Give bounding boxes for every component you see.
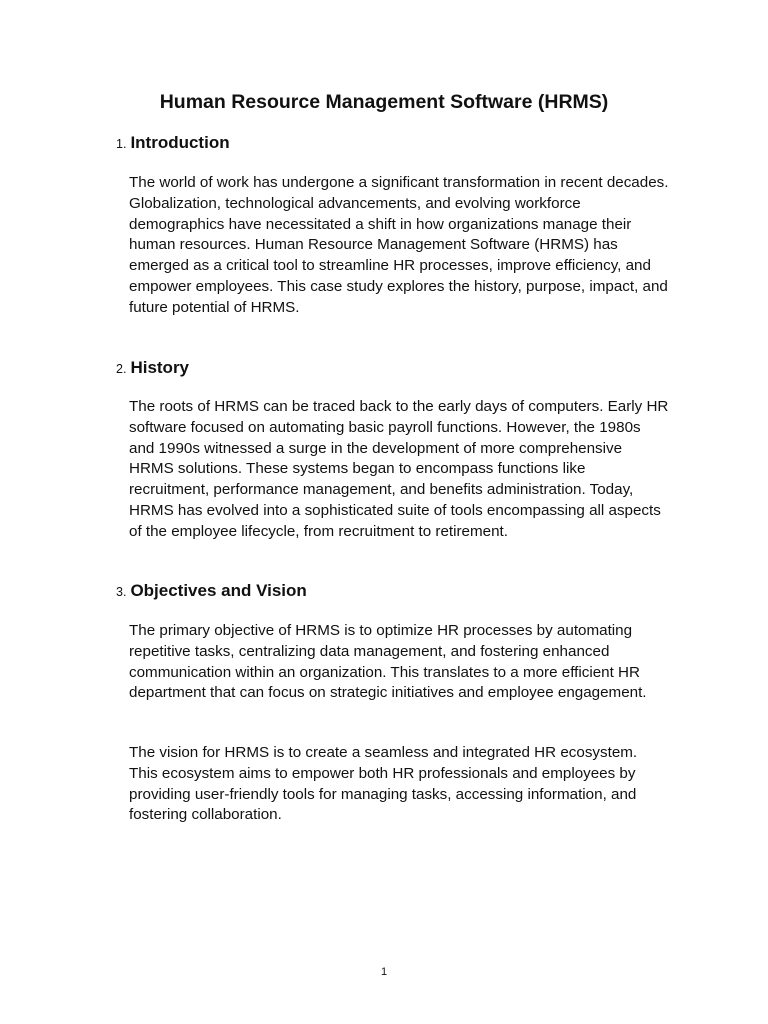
paragraph-introduction: The world of work has undergone a significant transformation in recent decades. Globalization, technological advancements, and evolving workforce demographics have necessitated a shift in how organizations manage their human resources. Human Resource Management Software (HRMS) has emerged as a critical tool to streamline HR processes, improve efficiency, and empower employees. This case study explores the history, purpose, impact, and future potential of HRMS.	[129, 174, 669, 316]
page-number: 1	[380, 966, 388, 978]
section-heading-introduction	[116, 131, 230, 156]
page-title: Human Resource Management Software (HRMS)	[159, 91, 609, 113]
section-title: Objectives and Vision	[130, 581, 307, 600]
section-number: 3.	[116, 585, 127, 599]
paragraph-history: The roots of HRMS can be traced back to the early days of computers. Early HR software focused on automating basic payroll functions. However, the 1980s and 1990s witnessed a surge in the development of more comprehensive HRMS solutions. These systems began to encompass functions like recruitment, performance management, and benefits administration. Today, HRMS has evolved into a sophisticated suite of tools encompassing all aspects of the employee lifecycle, from recruitment to retirement.	[129, 398, 669, 540]
section-title: Introduction	[130, 133, 230, 152]
paragraph-vision: The vision for HRMS is to create a seamless and integrated HR ecosystem. This ecosystem aims to empower both HR professionals and employees by providing user-friendly tools for managing tasks, accessing information, and fostering collaboration.	[129, 744, 638, 824]
section-title: History	[130, 358, 190, 377]
section-number: 1.	[116, 137, 127, 151]
section-number: 2.	[116, 362, 127, 376]
section-heading-objectives-vision	[116, 579, 307, 604]
section-heading-history	[116, 356, 189, 381]
paragraph-objectives: The primary objective of HRMS is to optimize HR processes by automating repetitive tasks, centralizing data management, and fostering enhanced communication within an organization. This translates to a more efficient HR department that can focus on strategic initiatives and employee engagement.	[129, 622, 647, 702]
